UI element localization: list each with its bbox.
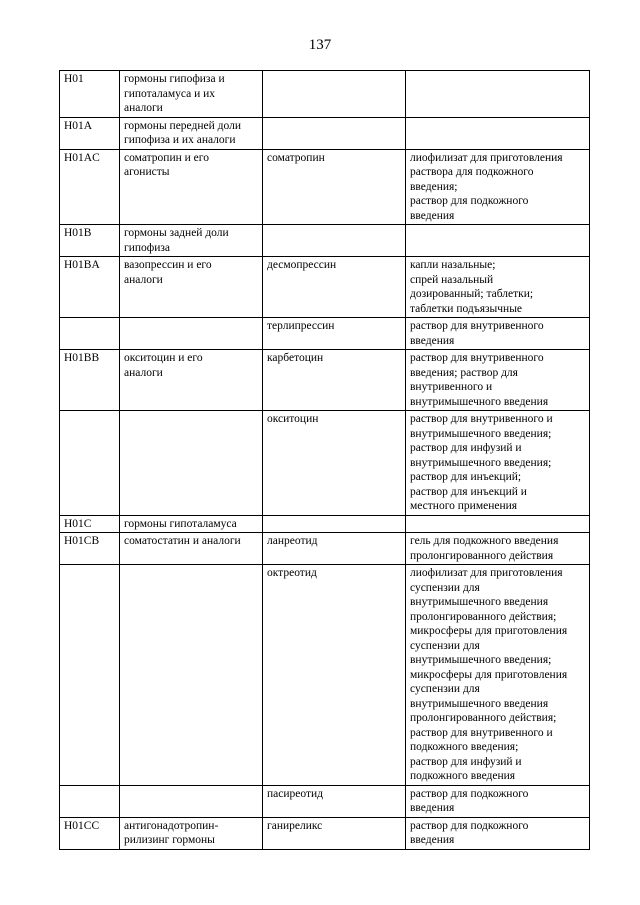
table-row [60,817,590,849]
table-row [60,350,590,411]
dosage-form-cell: раствор для внутривенного и внутримышечного введения; раствор для инфузий и внутримышечного введения; раствор для инъекций; раствор для инъекций и местного применения [406,411,590,516]
dosage-form-cell [406,515,590,533]
atc-code-cell: H01B [60,225,120,257]
drug-name-cell [263,71,406,118]
group-name-cell: окситоцин и его аналоги [120,350,263,411]
drug-name-cell: терлипрессин [263,318,406,350]
table-row [60,318,590,350]
drug-name-cell: пасиреотид [263,785,406,817]
group-name-cell: гормоны передней доли гипофиза и их аналоги [120,117,263,149]
drug-name-cell: окситоцин [263,411,406,516]
atc-code-cell: H01AC [60,149,120,225]
group-name-cell: вазопрессин и его аналоги [120,257,263,318]
atc-code-cell: H01CC [60,817,120,849]
group-name-cell [120,318,263,350]
drug-name-cell: ганиреликс [263,817,406,849]
group-name-cell: гормоны гипоталамуса [120,515,263,533]
drug-name-cell: ланреотид [263,533,406,565]
dosage-form-cell: лиофилизат для приготовления раствора для подкожного введения; раствор для подкожного введения [406,149,590,225]
drug-name-cell: карбетоцин [263,350,406,411]
drug-name-cell [263,515,406,533]
atc-code-cell: H01CB [60,533,120,565]
dosage-form-cell: раствор для внутривенного введения; раствор для внутривенного и внутримышечного введения [406,350,590,411]
group-name-cell: соматропин и его агонисты [120,149,263,225]
atc-code-cell: H01 [60,71,120,118]
dosage-form-cell [406,117,590,149]
group-name-cell: соматостатин и аналоги [120,533,263,565]
drug-name-cell [263,117,406,149]
dosage-form-cell: лиофилизат для приготовления суспензии для внутримышечного введения пролонгированного действия; микросферы для приготовления суспензии для внутримышечного введения; микросферы для приготовления суспензии для внутримышечного введения пролонгированного действия; раствор для внутривенного и подкожного введения; раствор для инфузий и подкожного введения [406,565,590,786]
dosage-form-cell: раствор для подкожного введения [406,785,590,817]
dosage-form-cell: гель для подкожного введения пролонгированного действия [406,533,590,565]
table-row [60,71,590,118]
atc-code-cell [60,785,120,817]
group-name-cell [120,785,263,817]
drug-classification-table [59,70,590,850]
dosage-form-cell: раствор для подкожного введения [406,817,590,849]
drug-name-cell: соматропин [263,149,406,225]
atc-code-cell: H01BB [60,350,120,411]
dosage-form-cell: раствор для внутривенного введения [406,318,590,350]
atc-code-cell [60,565,120,786]
atc-code-cell [60,318,120,350]
table-row [60,515,590,533]
atc-code-cell: H01C [60,515,120,533]
atc-code-cell: H01A [60,117,120,149]
table-row [60,533,590,565]
group-name-cell: гормоны гипофиза и гипоталамуса и их аналоги [120,71,263,118]
atc-code-cell: H01BA [60,257,120,318]
table-row [60,785,590,817]
page-number: 137 [308,37,332,53]
drug-name-cell [263,225,406,257]
dosage-form-cell [406,225,590,257]
group-name-cell [120,565,263,786]
group-name-cell [120,411,263,516]
table-row [60,257,590,318]
table-row [60,411,590,516]
group-name-cell: гормоны задней доли гипофиза [120,225,263,257]
group-name-cell: антигонадотропин- рилизинг гормоны [120,817,263,849]
table-row [60,225,590,257]
table-row [60,565,590,786]
drug-name-cell: октреотид [263,565,406,786]
table-row [60,149,590,225]
drug-name-cell: десмопрессин [263,257,406,318]
dosage-form-cell: капли назальные; спрей назальный дозированный; таблетки; таблетки подъязычные [406,257,590,318]
dosage-form-cell [406,71,590,118]
table-row [60,117,590,149]
atc-code-cell [60,411,120,516]
